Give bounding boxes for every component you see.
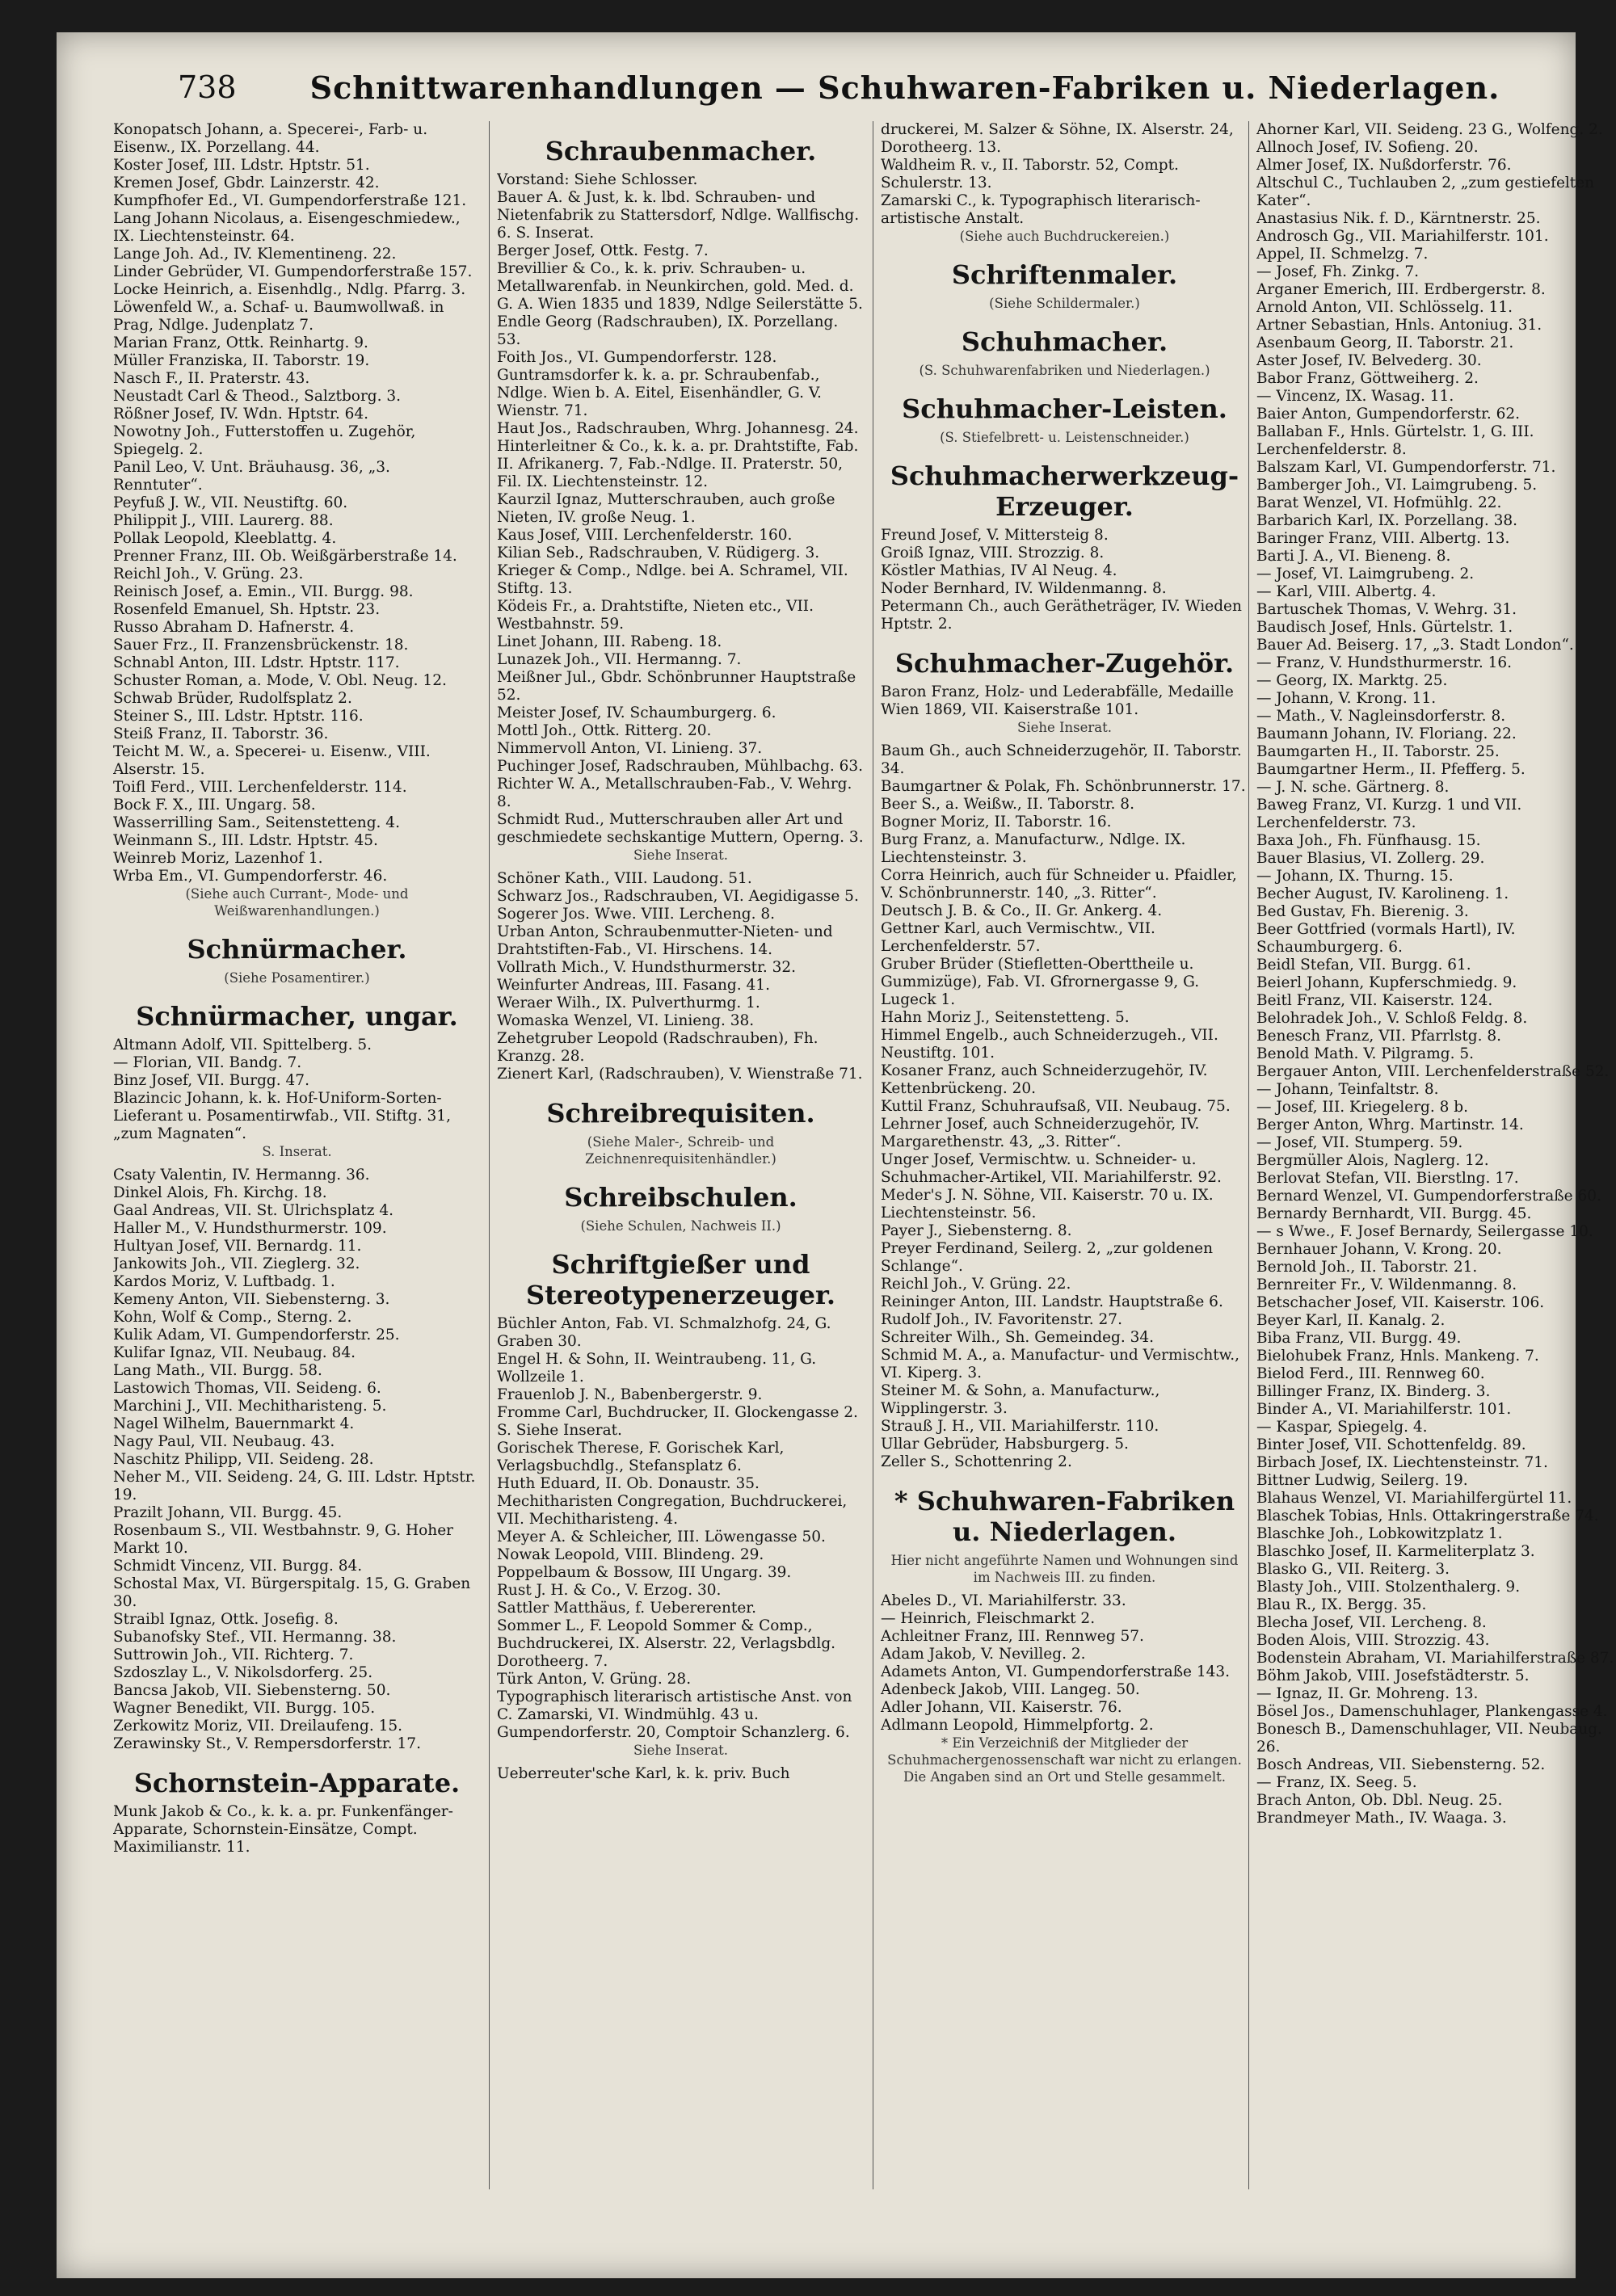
directory-entry: Zerkowitz Moriz, VII. Dreilaufeng. 15. [113, 1718, 403, 1735]
directory-entry: Munk Jakob & Co., k. k. a. pr. Funkenfänger-Apparate, Schornstein-Einsätze, Compt. Maximilianstr. 11. [113, 1803, 453, 1856]
directory-entry: Schreiter Wilh., Sh. Gemeindeg. 34. [881, 1329, 1155, 1346]
directory-entry: Nowotny Joh., Futterstoffen u. Zugehör, Spiegelg. 2. [113, 423, 416, 458]
directory-entry: Locke Heinrich, a. Eisenhdlg., Ndlg. Pfarrg. 3. [113, 281, 466, 298]
directory-entry: Schöner Kath., VIII. Laudong. 51. [497, 870, 752, 887]
directory-entry: Zerawinsky St., V. Rempersdorferstr. 17. [113, 1735, 421, 1752]
section-note: Siehe Inserat. [1017, 720, 1112, 735]
section-heading: Schornstein-Apparate. [133, 1768, 461, 1798]
directory-entry: Schwarz Jos., Radschrauben, VI. Aegidigasse 5. [497, 888, 859, 905]
directory-entry: Meder's J. N. Söhne, VII. Kaiserstr. 70 u. IX. Liechtensteinstr. 56. [881, 1187, 1214, 1222]
directory-entry: Corra Heinrich, auch für Schneider u. Pfaidler, V. Schönbrunnerstr. 140, „3. Ritter“. [881, 867, 1237, 902]
directory-entry: Bonesch B., Damenschuhlager, VII. Neubaug. 26. [1256, 1721, 1602, 1756]
directory-entry: Bittner Ludwig, Seilerg. 19. [1256, 1472, 1468, 1489]
section-heading: * Schuhwaren-Fabriken u. Niederlagen. [894, 1486, 1235, 1547]
directory-entry: Pollak Leopold, Kleeblattg. 4. [113, 530, 337, 547]
directory-entry: Philippit J., VIII. Laurerg. 88. [113, 512, 334, 529]
page-number: 738 [178, 69, 237, 105]
directory-entry: Meister Josef, IV. Schaumburgerg. 6. [497, 704, 776, 721]
directory-entry: Kohn, Wolf & Comp., Sterng. 2. [113, 1309, 352, 1326]
directory-entry: Fromme Carl, Buchdrucker, II. Glockengasse 2. S. Siehe Inserat. [497, 1404, 858, 1439]
directory-entry: Blau R., IX. Bergg. 35. [1256, 1596, 1427, 1613]
directory-entry: Schmidt Rud., Mutterschrauben aller Art und geschmiedete sechskantige Muttern, Operng. 3. [497, 811, 864, 846]
directory-entry: Koster Josef, III. Ldstr. Hptstr. 51. [113, 157, 370, 174]
directory-entry: Bergmüller Alois, Naglerg. 12. [1256, 1152, 1489, 1169]
directory-entry: Freund Josef, V. Mittersteig 8. [881, 527, 1109, 544]
directory-entry: Blecha Josef, VII. Lercheng. 8. [1256, 1614, 1487, 1631]
directory-entry: — Franz, IX. Seeg. 5. [1256, 1774, 1417, 1791]
directory-entry: Zamarski C., k. Typographisch literarisch-artistische Anstalt. [881, 192, 1201, 227]
directory-entry: Barbarich Karl, IX. Porzellang. 38. [1256, 512, 1518, 529]
directory-entry: Bernreiter Fr., V. Wildenmanng. 8. [1256, 1276, 1517, 1293]
section-note: (Siehe Maler-, Schreib- und Zeichnenrequisitenhändler.) [585, 1134, 776, 1167]
directory-entry: Bernardy Bernhardt, VII. Burgg. 45. [1256, 1205, 1532, 1222]
directory-entry: Zeller S., Schottenring 2. [881, 1453, 1072, 1470]
directory-entry: Berger Anton, Whrg. Martinstr. 14. [1256, 1116, 1524, 1133]
directory-entry: Löwenfeld W., a. Schaf- u. Baumwollwaß. in Prag, Ndlge. Judenplatz 7. [113, 299, 444, 334]
directory-entry: Kemeny Anton, VII. Siebensterng. 3. [113, 1291, 390, 1308]
directory-entry: Kaus Josef, VIII. Lerchenfelderstr. 160. [497, 527, 793, 544]
section-note: (Siehe Posamentirer.) [224, 970, 370, 986]
directory-entry: Rosenbaum S., VII. Westbahnstr. 9, G. Hoher Markt 10. [113, 1522, 454, 1557]
directory-entry: Wagner Benedikt, VII. Burgg. 105. [113, 1700, 376, 1717]
directory-entry: Brandmeyer Math., IV. Waaga. 3. [1256, 1810, 1507, 1827]
directory-entry: Weraer Wilh., IX. Pulverthurmg. 1. [497, 995, 760, 1011]
column-4 [1256, 121, 1616, 2197]
directory-entry: Csaty Valentin, IV. Hermanng. 36. [113, 1167, 370, 1184]
directory-entry: Baxa Joh., Fh. Fünfhausg. 15. [1256, 832, 1481, 849]
directory-entry: Binder A., VI. Mariahilferstr. 101. [1256, 1401, 1512, 1418]
directory-entry: Adlmann Leopold, Himmelpfortg. 2. [881, 1717, 1154, 1734]
section-heading: Schreibschulen. [564, 1182, 797, 1213]
directory-entry: Deutsch J. B. & Co., II. Gr. Ankerg. 4. [881, 902, 1163, 919]
directory-entry: Hinterleitner & Co., k. k. a. pr. Drahtstifte, Fab. II. Afrikanerg. 7, Fab.-Ndlge. II. Praterstr. 50, Fil. IX. Liechtensteinstr. 12. [497, 438, 859, 490]
directory-entry: — Ignaz, II. Gr. Mohreng. 13. [1256, 1685, 1479, 1702]
directory-entry: Suttrowin Joh., VII. Richterg. 7. [113, 1646, 354, 1663]
directory-entry: Kilian Seb., Radschrauben, V. Rüdigerg. 3. [497, 545, 820, 561]
directory-entry: Arnold Anton, VII. Schlösselg. 11. [1256, 299, 1513, 316]
section-note: (S. Schuhwarenfabriken und Niederlagen.) [919, 363, 1210, 378]
directory-entry: Biba Franz, VII. Burgg. 49. [1256, 1330, 1462, 1347]
directory-entry: Waldheim R. v., II. Taborstr. 52, Compt. Schulerstr. 13. [881, 157, 1179, 191]
directory-entry: Baumgartner Herm., II. Pfefferg. 5. [1256, 761, 1526, 778]
directory-entry: Urban Anton, Schraubenmutter-Nieten- und Drahtstiften-Fab., VI. Hirschens. 14. [497, 923, 833, 958]
directory-entry: Bergauer Anton, VIII. Lerchenfelderstraße 52. [1256, 1063, 1610, 1080]
section-note: (Siehe auch Currant-, Mode- und Weißwarenhandlungen.) [185, 886, 409, 919]
directory-entry: Lang Johann Nicolaus, a. Eisengeschmiedew., IX. Liechtensteinstr. 64. [113, 210, 461, 245]
directory-entry: Baumann Johann, IV. Floriang. 22. [1256, 725, 1517, 742]
directory-entry: Sauer Frz., II. Franzensbrückenstr. 18. [113, 637, 409, 654]
directory-entry: Unger Josef, Vermischtw. u. Schneider- u. Schuhmacher-Artikel, VII. Mariahilferstr. 92. [881, 1151, 1222, 1186]
directory-entry: — Josef, VII. Stumperg. 59. [1256, 1134, 1463, 1151]
directory-entry: — Heinrich, Fleischmarkt 2. [881, 1610, 1096, 1627]
directory-entry: Ueberreuter'sche Karl, k. k. priv. Buch [497, 1765, 790, 1782]
directory-entry: Baier Anton, Gumpendorferstr. 62. [1256, 406, 1521, 423]
directory-entry: — J. N. sche. Gärtnerg. 8. [1256, 779, 1450, 796]
directory-entry: Baron Franz, Holz- und Lederabfälle, Medaille Wien 1869, VII. Kaiserstraße 101. [881, 683, 1234, 718]
directory-entry: Beierl Johann, Kupferschmiedg. 9. [1256, 974, 1517, 991]
directory-entry: Bock F. X., III. Ungarg. 58. [113, 797, 316, 814]
section-note: (Siehe auch Buchdruckereien.) [959, 229, 1170, 244]
directory-entry: Kosaner Franz, auch Schneiderzugehör, IV. Kettenbrückeng. 20. [881, 1062, 1208, 1097]
directory-entry: Benesch Franz, VII. Pfarrlstg. 8. [1256, 1028, 1502, 1045]
directory-entry: Zienert Karl, (Radschrauben), V. Wienstraße 71. [497, 1066, 863, 1083]
directory-entry: Mechitharisten Congregation, Buchdruckerei, VII. Mechitharisteng. 4. [497, 1493, 848, 1528]
directory-entry: Achleitner Franz, III. Rennweg 57. [881, 1628, 1144, 1645]
directory-entry: Puchinger Josef, Radschrauben, Mühlbachg. 63. [497, 758, 864, 775]
directory-entry: Subanofsky Stef., VII. Hermanng. 38. [113, 1629, 397, 1646]
directory-entry: Blaschek Tobias, Hnls. Ottakringerstraße 74. [1256, 1508, 1599, 1524]
directory-entry: Ullar Gebrüder, Habsburgerg. 5. [881, 1436, 1129, 1453]
directory-entry: Barti J. A., VI. Bieneng. 8. [1256, 548, 1451, 565]
directory-entry: Beer S., a. Weißw., II. Taborstr. 8. [881, 796, 1134, 813]
directory-entry: Rust J. H. & Co., V. Erzog. 30. [497, 1582, 722, 1599]
directory-entry: Vorstand: Siehe Schlosser. [497, 171, 698, 188]
directory-entry: Hultyan Josef, VII. Bernardg. 11. [113, 1238, 362, 1255]
directory-entry: Krieger & Comp., Ndlge. bei A. Schramel, VII. Stiftg. 13. [497, 562, 848, 597]
directory-entry: Meyer A. & Schleicher, III. Löwengasse 50. [497, 1529, 826, 1545]
directory-entry: Rosenfeld Emanuel, Sh. Hptstr. 23. [113, 601, 381, 618]
directory-entry: Beitl Franz, VII. Kaiserstr. 124. [1256, 992, 1493, 1009]
directory-entry: Altmann Adolf, VII. Spittelberg. 5. [113, 1037, 372, 1053]
directory-entry: — Johann, IX. Thurng. 15. [1256, 868, 1454, 885]
directory-entry: — Florian, VII. Bandg. 7. [113, 1054, 302, 1071]
directory-entry: Blazincic Johann, k. k. Hof-Uniform-Sorten-Lieferant u. Posamentirwfab., VII. Stiftg. 31, „zum Magnaten“. [113, 1090, 451, 1142]
page-title: Schnittwarenhandlungen — Schuhwaren-Fabriken u. Niederlagen. [309, 69, 1500, 106]
directory-entry: Nagy Paul, VII. Neubaug. 43. [113, 1433, 335, 1450]
section-note: (S. Stiefelbrett- u. Leistenschneider.) [940, 430, 1189, 445]
directory-entry: — Math., V. Nagleinsdorferstr. 8. [1256, 708, 1506, 725]
directory-entry: Abeles D., VI. Mariahilferstr. 33. [881, 1592, 1126, 1609]
directory-entry: Adenbeck Jakob, VIII. Langeg. 50. [881, 1681, 1140, 1698]
directory-entry: Betschacher Josef, VII. Kaiserstr. 106. [1256, 1294, 1545, 1311]
directory-entry: Reichl Joh., V. Grüng. 22. [881, 1276, 1071, 1293]
directory-entry: Linet Johann, III. Rabeng. 18. [497, 633, 722, 650]
directory-entry: Straibl Ignaz, Ottk. Josefig. 8. [113, 1611, 339, 1628]
section-note: S. Inserat. [262, 1144, 332, 1159]
directory-entry: Bed Gustav, Fh. Bierenig. 3. [1256, 903, 1469, 920]
directory-entry: Linder Gebrüder, VI. Gumpendorferstraße 157. [113, 263, 473, 280]
directory-entry: Benold Math. V. Pilgramg. 5. [1256, 1045, 1474, 1062]
directory-entry: Blasty Joh., VIII. Stolzenthalerg. 9. [1256, 1579, 1521, 1596]
directory-entry: Gruber Brüder (Stiefletten-Oberttheile u. Gummizüge), Fab. VI. Gfrornergasse 9, G. Lugeck 1. [881, 956, 1200, 1008]
directory-entry: Billinger Franz, IX. Binderg. 3. [1256, 1383, 1491, 1400]
directory-entry: Adam Jakob, V. Nevilleg. 2. [881, 1646, 1086, 1663]
directory-entry: Bernard Wenzel, VI. Gumpendorferstraße 60. [1256, 1188, 1601, 1205]
directory-entry: Türk Anton, V. Grüng. 28. [497, 1671, 692, 1688]
directory-entry: Burg Franz, a. Manufacturw., Ndlge. IX. Liechtensteinstr. 3. [881, 831, 1186, 866]
directory-entry: Russo Abraham D. Hafnerstr. 4. [113, 619, 355, 636]
directory-entry: Richter W. A., Metallschrauben-Fab., V. Wehrg. 8. [497, 776, 852, 810]
directory-entry: Baumgarten H., II. Taborstr. 25. [1256, 743, 1500, 760]
directory-entry: Wrba Em., VI. Gumpendorferstr. 46. [113, 868, 388, 885]
directory-entry: — Karl, VIII. Albertg. 4. [1256, 583, 1437, 600]
directory-entry: — Georg, IX. Marktg. 25. [1256, 672, 1448, 689]
column-2 [497, 121, 865, 2197]
directory-entry: Preyer Ferdinand, Seilerg. 2, „zur goldenen Schlange“. [881, 1240, 1214, 1275]
directory-entry: Haut Jos., Radschrauben, Whrg. Johannesg. 24. [497, 420, 859, 437]
section-heading: Schuhmacher-Zugehör. [894, 648, 1235, 679]
directory-entry: Weinfurter Andreas, III. Fasang. 41. [497, 977, 770, 994]
directory-entry: Lunazek Joh., VII. Hermanng. 7. [497, 651, 742, 668]
directory-entry: Ballaban F., Hnls. Gürtelstr. 1, G. III. Lerchenfelderstr. 8. [1256, 423, 1534, 458]
directory-entry: Bösel Jos., Damenschuhlager, Plankengasse 4. [1256, 1703, 1608, 1720]
directory-entry: Bielohubek Franz, Hnls. Mankeng. 7. [1256, 1348, 1539, 1365]
directory-entry: Marian Franz, Ottk. Reinhartg. 9. [113, 334, 368, 351]
directory-entry: — s Wwe., F. Josef Bernardy, Seilergasse 10. [1256, 1223, 1593, 1240]
directory-entry: Adamets Anton, VI. Gumpendorferstraße 143. [881, 1663, 1231, 1680]
directory-entry: Groiß Ignaz, VIII. Strozzig. 8. [881, 545, 1105, 561]
section-note: (Siehe Schulen, Nachweis II.) [580, 1218, 781, 1234]
directory-entry: Altschul C., Tuchlauben 2, „zum gestiefelten Kater“. [1256, 175, 1595, 209]
directory-entry: Belohradek Joh., V. Schloß Feldg. 8. [1256, 1010, 1528, 1027]
section-note: Hier nicht angeführte Namen und Wohnungen sind im Nachweis III. zu finden. [890, 1553, 1239, 1585]
directory-entry: Guntramsdorfer k. k. a. pr. Schraubenfab., Ndlge. Wien b. A. Eitel, Eisenhändler, G. V. Wienstr. 71. [497, 367, 822, 419]
directory-entry: Brevillier & Co., k. k. priv. Schrauben- u. Metallwarenfab. in Neunkirchen, gold. Med. d. G. A. Wien 1835 und 1839, Ndlge Seilerstätte 5. [497, 260, 863, 313]
directory-entry: Sattler Matthäus, f. Uebererenter. [497, 1600, 756, 1617]
directory-entry: Payer J., Siebensterng. 8. [881, 1222, 1072, 1239]
directory-entry: Typographisch literarisch artistische Anst. von C. Zamarski, VI. Windmühlg. 43 u. Gumpendorferstr. 20, Comptoir Schanzlerg. 6. [497, 1688, 852, 1741]
section-heading: Schraubenmacher. [545, 136, 817, 166]
directory-entry: Lastowich Thomas, VII. Seideng. 6. [113, 1380, 381, 1397]
directory-entry: Baum Gh., auch Schneiderzugehör, II. Taborstr. 34. [881, 742, 1242, 777]
directory-entry: Schnabl Anton, III. Ldstr. Hptstr. 117. [113, 654, 400, 671]
section-heading: Schreibrequisiten. [546, 1098, 815, 1129]
directory-entry: Becher August, IV. Karolineng. 1. [1256, 885, 1509, 902]
directory-entry: Binter Josef, VII. Schottenfeldg. 89. [1256, 1436, 1526, 1453]
directory-entry: Boden Alois, VIII. Strozzig. 43. [1256, 1632, 1490, 1649]
directory-entry: Kuttil Franz, Schuhraufsaß, VII. Neubaug. 75. [881, 1098, 1231, 1115]
directory-entry: Schwab Brüder, Rudolfsplatz 2. [113, 690, 352, 707]
column-1 [113, 121, 481, 2197]
directory-entry: Bernold Joh., II. Taborstr. 21. [1256, 1259, 1478, 1276]
directory-entry: Noder Bernhard, IV. Wildenmanng. 8. [881, 580, 1167, 597]
directory-entry: Strauß J. H., VII. Mariahilferstr. 110. [881, 1418, 1159, 1435]
directory-entry: Beer Gottfried (vormals Hartl), IV. Schaumburgerg. 6. [1256, 921, 1516, 956]
directory-entry: Bancsa Jakob, VII. Siebensterng. 50. [113, 1682, 391, 1699]
directory-entry: Arganer Emerich, III. Erdbergerstr. 8. [1256, 281, 1546, 298]
directory-entry: Beidl Stefan, VII. Burgg. 61. [1256, 957, 1471, 973]
directory-entry: Prazilt Johann, VII. Burgg. 45. [113, 1504, 343, 1521]
directory-entry: Barat Wenzel, VI. Hofmühlg. 22. [1256, 494, 1502, 511]
directory-entry: Kulik Adam, VI. Gumpendorferstr. 25. [113, 1327, 400, 1344]
directory-entry: Steiner M. & Sohn, a. Manufacturw., Wipplingerstr. 3. [881, 1382, 1160, 1417]
directory-entry: Reichl Joh., V. Grüng. 23. [113, 566, 304, 582]
column-divider [489, 121, 490, 2189]
directory-entry: Anastasius Nik. f. D., Kärntnerstr. 25. [1256, 210, 1541, 227]
directory-entry: Endle Georg (Radschrauben), IX. Porzellang. 53. [497, 313, 839, 348]
section-heading: Schuhmacher. [961, 326, 1168, 357]
directory-entry: Artner Sebastian, Hnls. Antoniug. 31. [1256, 317, 1542, 334]
directory-entry: Brach Anton, Ob. Dbl. Neug. 25. [1256, 1792, 1503, 1809]
directory-entry: Bauer Blasius, VI. Zollerg. 29. [1256, 850, 1485, 867]
directory-entry: Steiß Franz, II. Taborstr. 36. [113, 725, 329, 742]
directory-entry: Gorischek Therese, F. Gorischek Karl, Verlagsbuchdlg., Stefansplatz 6. [497, 1440, 785, 1474]
directory-entry: Adler Johann, VII. Kaiserstr. 76. [881, 1699, 1122, 1716]
section-note: Siehe Inserat. [633, 847, 728, 863]
directory-entry: — Franz, V. Hundsthurmerstr. 16. [1256, 654, 1513, 671]
directory-entry: Sommer L., F. Leopold Sommer & Comp., Buchdruckerei, IX. Alserstr. 22, Verlagsbdlg. Dorotheerg. 7. [497, 1617, 836, 1670]
directory-entry: Neher M., VII. Seideng. 24, G. III. Ldstr. Hptstr. 19. [113, 1469, 476, 1503]
directory-entry: Frauenlob J. N., Babenbergerstr. 9. [497, 1386, 763, 1403]
directory-entry: Kaurzil Ignaz, Mutterschrauben, auch große Nieten, IV. große Neug. 1. [497, 491, 835, 526]
directory-entry: Kremen Josef, Gbdr. Lainzerstr. 42. [113, 175, 380, 191]
directory-entry: Bauer A. & Just, k. k. lbd. Schrauben- und Nietenfabrik zu Stattersdorf, Ndlge. Wallfischg. 6. S. Inserat. [497, 189, 860, 242]
column-divider [1248, 121, 1249, 2189]
directory-entry: Baudisch Josef, Hnls. Gürtelstr. 1. [1256, 619, 1513, 636]
directory-entry: Bernhauer Johann, V. Krong. 20. [1256, 1241, 1502, 1258]
directory-entry: Himmel Engelb., auch Schneiderzugeh., VII. Neustiftg. 101. [881, 1027, 1218, 1062]
directory-entry: Appel, II. Schmelzg. 7. [1256, 246, 1429, 263]
directory-entry: Bodenstein Abraham, VI. Mariahilferstraße 87. [1256, 1650, 1614, 1667]
directory-entry: Meißner Jul., Gbdr. Schönbrunner Hauptstraße 52. [497, 669, 856, 704]
directory-entry: Gaal Andreas, VII. St. Ulrichsplatz 4. [113, 1202, 393, 1219]
directory-entry: Hahn Moriz J., Seitenstetteng. 5. [881, 1009, 1130, 1026]
directory-entry: Schostal Max, VI. Bürgerspitalg. 15, G. Graben 30. [113, 1575, 471, 1610]
directory-entry: Reinisch Josef, a. Emin., VII. Burgg. 98. [113, 583, 414, 600]
directory-entry: Berlovat Stefan, VII. Bierstlng. 17. [1256, 1170, 1519, 1187]
directory-entry: Bosch Andreas, VII. Siebensterng. 52. [1256, 1756, 1546, 1773]
directory-entry: Baringer Franz, VIII. Albertg. 13. [1256, 530, 1510, 547]
directory-entry: Foith Jos., VI. Gumpendorferstr. 128. [497, 349, 777, 366]
directory-entry: Bauer Ad. Beiserg. 17, „3. Stadt London“. [1256, 637, 1574, 654]
directory-entry: — Josef, III. Kriegelerg. 8 b. [1256, 1099, 1469, 1116]
directory-entry: Kumpfhofer Ed., VI. Gumpendorferstraße 121. [113, 192, 467, 209]
directory-entry: Gettner Karl, auch Vermischtw., VII. Lerchenfelderstr. 57. [881, 920, 1155, 955]
directory-entry: Berger Josef, Ottk. Festg. 7. [497, 242, 709, 259]
directory-entry: Blasko G., VII. Reiterg. 3. [1256, 1561, 1450, 1578]
directory-entry: Schmidt Vincenz, VII. Burgg. 84. [113, 1558, 363, 1575]
directory-entry: Rößner Josef, IV. Wdn. Hptstr. 64. [113, 406, 369, 423]
directory-entry: Lang Math., VII. Burgg. 58. [113, 1362, 322, 1379]
directory-entry: Lange Joh. Ad., IV. Klementineng. 22. [113, 246, 397, 263]
directory-entry: Steiner S., III. Ldstr. Hptstr. 116. [113, 708, 364, 725]
directory-entry: Lehrner Josef, auch Schneiderzugehör, IV. Margarethenstr. 43, „3. Ritter“. [881, 1116, 1200, 1150]
directory-entry: Ahorner Karl, VII. Seideng. 23 G., Wolfeng. 2. [1256, 121, 1603, 138]
section-heading: Schriftgießer und Stereotypenerzeuger. [526, 1249, 835, 1310]
directory-entry: — Kaspar, Spiegelg. 4. [1256, 1419, 1428, 1436]
directory-entry: Konopatsch Johann, a. Specerei-, Farb- u. Eisenw., IX. Porzellang. 44. [113, 121, 428, 156]
directory-entry: Büchler Anton, Fab. VI. Schmalzhofg. 24, G. Graben 30. [497, 1315, 831, 1350]
directory-entry: Bamberger Joh., VI. Laimgrubeng. 5. [1256, 477, 1538, 494]
section-heading: Schriftenmaler. [951, 259, 1178, 290]
directory-entry: Womaska Wenzel, VI. Linieng. 38. [497, 1012, 755, 1029]
directory-entry: Blahaus Wenzel, VI. Mariahilfergürtel 11. [1256, 1490, 1572, 1507]
directory-entry: Birbach Josef, IX. Liechtensteinstr. 71. [1256, 1454, 1548, 1471]
directory-entry: Wasserrilling Sam., Seitenstetteng. 4. [113, 814, 400, 831]
directory-entry: Weinreb Moriz, Lazenhof 1. [113, 850, 323, 867]
directory-entry: Bogner Moriz, II. Taborstr. 16. [881, 814, 1112, 831]
directory-entry: Bielod Ferd., III. Rennweg 60. [1256, 1365, 1485, 1382]
directory-entry: Dinkel Alois, Fh. Kirchg. 18. [113, 1184, 327, 1201]
directory-entry: Bartuschek Thomas, V. Wehrg. 31. [1256, 601, 1517, 618]
directory-entry: Teicht M. W., a. Specerei- u. Eisenw., VIII. Alserstr. 15. [113, 743, 431, 778]
section-heading: Schnürmacher. [187, 934, 407, 965]
directory-entry: Panil Leo, V. Unt. Bräuhausg. 36, „3. Renntuter“. [113, 459, 390, 494]
directory-entry: Blaschko Josef, II. Karmeliterplatz 3. [1256, 1543, 1535, 1560]
section-note: Siehe Inserat. [633, 1743, 728, 1758]
directory-entry: Naschitz Philipp, VII. Seideng. 28. [113, 1451, 374, 1468]
directory-entry: Neustadt Carl & Theod., Salztborg. 3. [113, 388, 402, 405]
directory-entry: Balszam Karl, VI. Gumpendorferstr. 71. [1256, 459, 1556, 476]
directory-entry: Peyfuß J. W., VII. Neustiftg. 60. [113, 494, 348, 511]
directory-entry: Schmid M. A., a. Manufactur- und Vermischtw., VI. Kiperg. 3. [881, 1347, 1240, 1381]
directory-entry: Marchini J., VII. Mechitharisteng. 5. [113, 1398, 387, 1415]
directory-entry: Beyer Karl, II. Kanalg. 2. [1256, 1312, 1446, 1329]
directory-entry: Almer Josef, IX. Nußdorferstr. 76. [1256, 157, 1512, 174]
directory-entry: Haller M., V. Hundsthurmerstr. 109. [113, 1220, 387, 1237]
directory-entry: Zehetgruber Leopold (Radschrauben), Fh. Kranzg. 28. [497, 1030, 819, 1065]
directory-entry: — Josef, VI. Laimgrubeng. 2. [1256, 566, 1475, 582]
directory-entry: Nowak Leopold, VIII. Blindeng. 29. [497, 1546, 764, 1563]
directory-entry: Jankowits Joh., VII. Zieglerg. 32. [113, 1255, 360, 1272]
directory-entry: Böhm Jakob, VIII. Josefstädterstr. 5. [1256, 1667, 1530, 1684]
directory-entry: Androsch Gg., VII. Mariahilferstr. 101. [1256, 228, 1549, 245]
directory-entry: Mottl Joh., Ottk. Ritterg. 20. [497, 722, 712, 739]
directory-entry: Poppelbaum & Bossow, III Ungarg. 39. [497, 1564, 792, 1581]
directory-entry: Petermann Ch., auch Gerätheträger, IV. Wieden Hptstr. 2. [881, 598, 1242, 633]
column-3 [881, 121, 1248, 2197]
directory-entry: Sogerer Jos. Wwe. VIII. Lercheng. 8. [497, 906, 776, 923]
directory-entry: Nimmervoll Anton, VI. Linieng. 37. [497, 740, 763, 757]
section-heading: Schnürmacher, ungar. [136, 1001, 458, 1032]
section-note: * Ein Verzeichniß der Mitglieder der Schuhmachergenossenschaft war nicht zu erlangen. Die Angaben sind an Ort und Stelle gesammelt. [887, 1735, 1242, 1785]
directory-entry: Weinmann S., III. Ldstr. Hptstr. 45. [113, 832, 378, 849]
directory-entry: Allnoch Josef, IV. Sofieng. 20. [1256, 139, 1479, 156]
page-header [178, 65, 1519, 121]
directory-entry: Kulifar Ignaz, VII. Neubaug. 84. [113, 1344, 356, 1361]
directory-entry: Binz Josef, VII. Burgg. 47. [113, 1072, 309, 1089]
directory-entry: Ködeis Fr., a. Drahtstifte, Nieten etc., VII. Westbahnstr. 59. [497, 598, 814, 633]
directory-entry: Blaschke Joh., Lobkowitzplatz 1. [1256, 1525, 1503, 1542]
directory-entry: Nasch F., II. Praterstr. 43. [113, 370, 310, 387]
directory-entry: Toifl Ferd., VIII. Lerchenfelderstr. 114. [113, 779, 407, 796]
section-heading: Schuhmacher-Leisten. [902, 393, 1227, 424]
directory-entry: — Vincenz, IX. Wasag. 11. [1256, 388, 1454, 405]
section-note: (Siehe Schildermaler.) [989, 296, 1140, 311]
directory-entry: — Johann, V. Krong. 11. [1256, 690, 1437, 707]
directory-entry: Baweg Franz, VI. Kurzg. 1 und VII. Lerchenfelderstr. 73. [1256, 797, 1522, 831]
directory-entry: — Johann, Teinfaltstr. 8. [1256, 1081, 1439, 1098]
directory-entry: Asenbaum Georg, II. Taborstr. 21. [1256, 334, 1514, 351]
section-heading: Schuhmacherwerkzeug-Erzeuger. [890, 460, 1239, 522]
directory-entry: Prenner Franz, III. Ob. Weißgärberstraße 14. [113, 548, 457, 565]
directory-entry: Babor Franz, Göttweiherg. 2. [1256, 370, 1479, 387]
directory-entry: Szdoszlay L., V. Nikolsdorferg. 25. [113, 1664, 373, 1681]
directory-entry: Köstler Mathias, IV Al Neug. 4. [881, 562, 1117, 579]
directory-entry: Rudolf Joh., IV. Favoritenstr. 27. [881, 1311, 1122, 1328]
directory-entry: Kardos Moriz, V. Luftbadg. 1. [113, 1273, 335, 1290]
directory-entry: Vollrath Mich., V. Hundsthurmerstr. 32. [497, 959, 797, 976]
directory-entry: Huth Eduard, II. Ob. Donaustr. 35. [497, 1475, 760, 1492]
directory-entry: Reininger Anton, III. Landstr. Hauptstraße 6. [881, 1293, 1223, 1310]
directory-entry: — Josef, Fh. Zinkg. 7. [1256, 263, 1419, 280]
directory-entry: Nagel Wilhelm, Bauernmarkt 4. [113, 1415, 355, 1432]
directory-entry: druckerei, M. Salzer & Söhne, IX. Alserstr. 24, Dorotheerg. 13. [881, 121, 1234, 156]
directory-entry: Aster Josef, IV. Belvederg. 30. [1256, 352, 1482, 369]
directory-entry: Müller Franziska, II. Taborstr. 19. [113, 352, 370, 369]
directory-entry: Engel H. & Sohn, II. Weintraubeng. 11, G. Wollzeile 1. [497, 1351, 817, 1386]
directory-entry: Schuster Roman, a. Mode, V. Obl. Neug. 12. [113, 672, 447, 689]
directory-entry: Baumgartner & Polak, Fh. Schönbrunnerstr. 17. [881, 778, 1246, 795]
